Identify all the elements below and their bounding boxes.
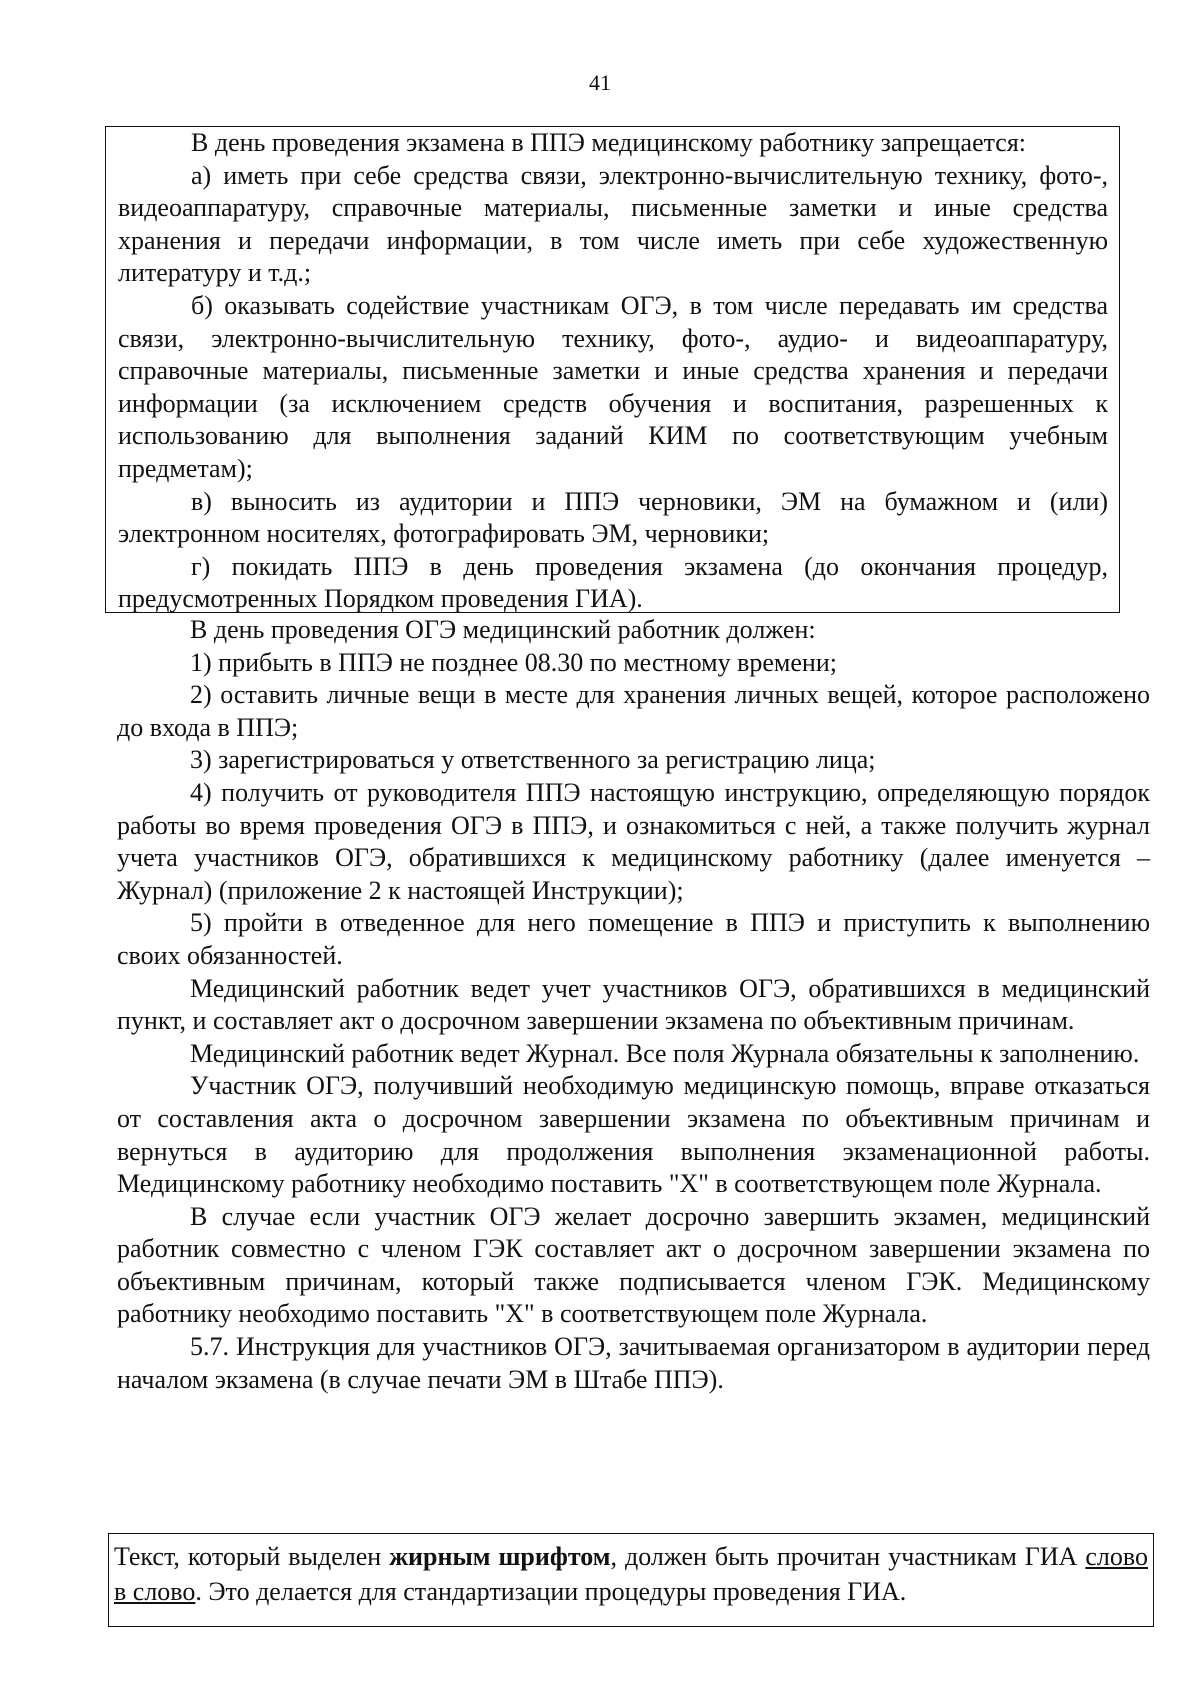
page-number: 41 (589, 70, 611, 95)
prohibitions-text (118, 127, 1108, 616)
notice-box (108, 1533, 1154, 1627)
duty-item-1: 1) прибыть в ППЭ не позднее 08.30 по местному времени; (190, 647, 837, 677)
paragraph-refusal: Участник ОГЭ, получивший необходимую медицинскую помощь, вправе отказаться от составления акта о досрочном завершении экзамена по объективным причинам и вернуться в аудиторию для продолжения выполнения экзаменационной работы. Медицинскому работнику необходимо поставить "Х" в соответствующем поле Журнала. (117, 1071, 1150, 1199)
notice-part-3: . Это делается для стандартизации процедуры проведения ГИА. (195, 1577, 907, 1606)
duty-item-2: 2) оставить личные вещи в месте для хранения личных вещей, которое расположено до входа в ППЭ; (117, 680, 1150, 742)
paragraph-journal: Медицинский работник ведет Журнал. Все поля Журнала обязательны к заполнению. (190, 1038, 1140, 1068)
prohibition-item-d: г) покидать ППЭ в день проведения экзамена (до окончания процедур, предусмотренных Порядком проведения ГИА). (118, 551, 1108, 614)
prohibitions-box (105, 126, 1120, 613)
notice-underlined-text: слово в слово (114, 1542, 1148, 1606)
notice-part-1: Текст, который выделен (114, 1542, 390, 1571)
notice-text (114, 1539, 1148, 1609)
paragraph-records: Медицинский работник ведет учет участников ОГЭ, обратившихся в медицинский пункт, и составляет акт о досрочном завершении экзамена по объективным причинам. (117, 973, 1150, 1036)
duties-heading: В день проведения ОГЭ медицинский работник должен: (190, 615, 816, 644)
section-5-7-heading: 5.7. Инструкция для участников ОГЭ, зачитываемая организатором в аудитории перед началом экзамена (в случае печати ЭМ в Штабе ППЭ). (117, 1332, 1150, 1394)
notice-part-2: , должен быть прочитан участникам ГИА (610, 1542, 1086, 1571)
prohibition-item-b: б) оказывать содействие участникам ОГЭ, в том числе передавать им средства связи, электронно-вычислительную технику, фото-, аудио- и видеоаппаратуру, справочные материалы, письменные заметки и иные средства хранения и передачи информации (за исключением средств обучения и воспитания, разрешенных к использованию для выполнения заданий КИМ по соответствующим учебным предметам); (118, 290, 1108, 483)
prohibition-item-c: в) выносить из аудитории и ППЭ черновики, ЭМ на бумажном и (или) электронном носителях, фотографировать ЭМ, черновики; (118, 486, 1108, 549)
prohibition-item-a: а) иметь при себе средства связи, электронно-вычислительную технику, фото-, видеоаппаратуру, справочные материалы, письменные заметки и иные средства хранения и передачи информации, в том числе иметь при себе художественную литературу и т.д.; (118, 160, 1108, 288)
notice-bold-text: жирным шрифтом (389, 1542, 611, 1571)
duty-item-4: 4) получить от руководителя ППЭ настоящую инструкцию, определяющую порядок работы во время проведения ОГЭ в ППЭ, и ознакомиться с ней, а также получить журнал учета участников ОГЭ, обратившихся к медицинскому работнику (далее именуется – Журнал) (приложение 2 к настоящей Инструкции); (117, 777, 1150, 905)
duty-item-3: 3) зарегистрироваться у ответственного за регистрацию лица; (190, 745, 876, 775)
duty-item-5: 5) пройти в отведенное для него помещение в ППЭ и приступить к выполнению своих обязанностей. (117, 908, 1150, 970)
prohibitions-heading: В день проведения экзамена в ППЭ медицинскому работнику запрещается: (191, 128, 1027, 157)
main-text (117, 614, 1150, 1396)
paragraph-early-finish: В случае если участник ОГЭ желает досрочно завершить экзамен, медицинский работник совместно с членом ГЭК составляет акт о досрочном завершении экзамена по объективным причинам, который также подписывается членом ГЭК. Медицинскому работнику необходимо поставить "Х" в соответствующем поле Журнала. (117, 1201, 1150, 1329)
